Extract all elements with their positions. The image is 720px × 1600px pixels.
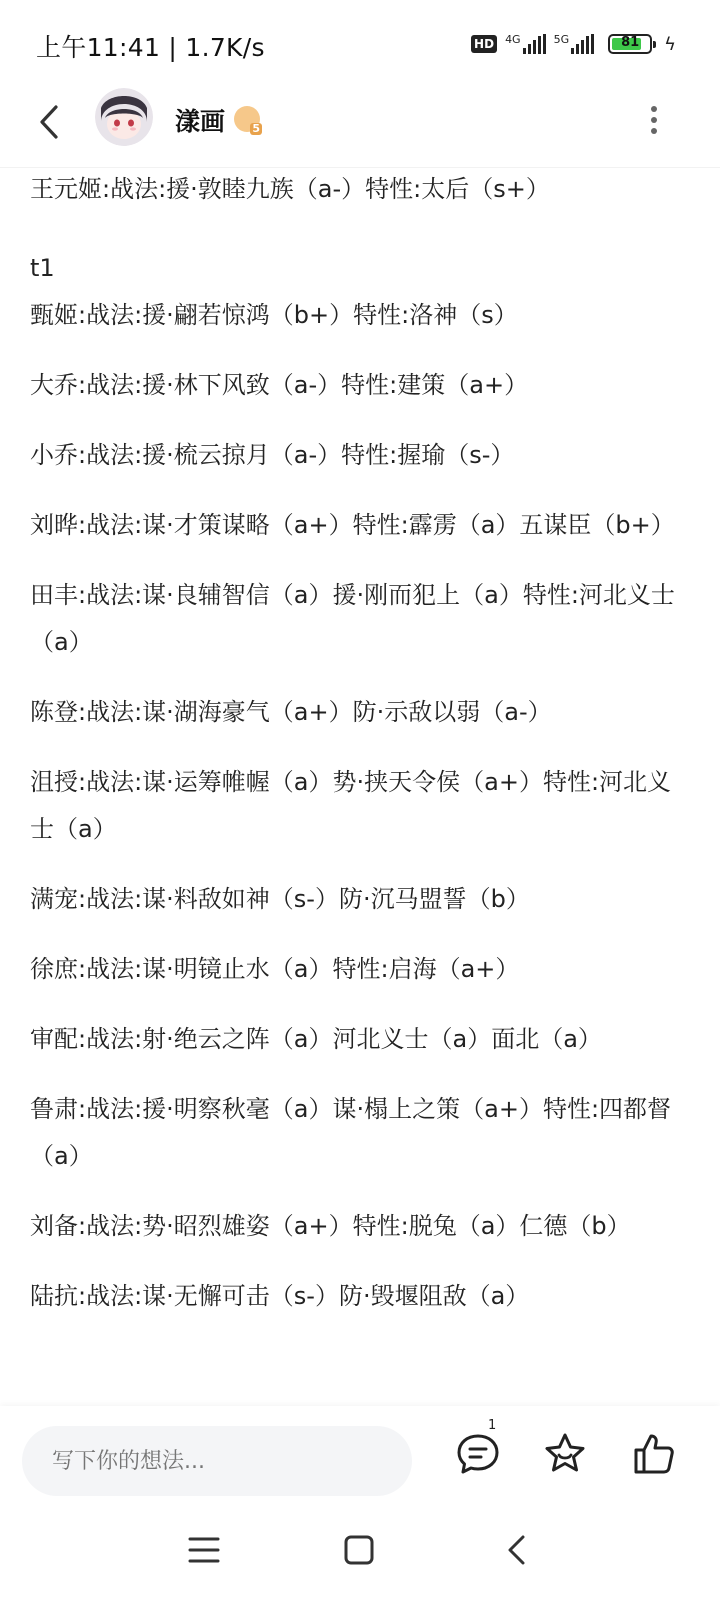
post-body [30, 168, 680, 1343]
chevron-left-icon [30, 102, 70, 142]
post-entry: 徐庶:战法:谋·明镜止水（a）特性:启海（a+） [30, 955, 520, 983]
post-entry: 田丰:战法:谋·良辅智信（a）援·刚而犯上（a）特性:河北义士（a） [30, 581, 675, 656]
post-entry: 刘备:战法:势·昭烈雄姿（a+）特性:脱兔（a）仁德（b） [30, 1212, 631, 1240]
favorite-button[interactable] [541, 1430, 589, 1478]
status-time: 上午11:41 | 1.7K/s [36, 33, 265, 62]
signal-4g-icon [505, 34, 546, 54]
hd-icon: HD [471, 35, 497, 53]
like-button[interactable] [630, 1430, 678, 1478]
signal-5g-icon [554, 34, 595, 54]
more-options-button[interactable] [644, 102, 664, 138]
post-line-intro: 王元姬:战法:援·敦睦九族（a-）特性:太后（s+） [30, 175, 550, 203]
scroll-fade [0, 1366, 720, 1406]
post-content [0, 168, 720, 1406]
status-icons [471, 30, 676, 58]
avatar[interactable] [95, 88, 153, 146]
post-entry: 沮授:战法:谋·运筹帷幄（a）势·挟天令侯（a+）特性:河北义士（a） [30, 768, 672, 843]
chevron-left-icon [497, 1530, 537, 1570]
square-icon [339, 1530, 379, 1570]
recent-apps-button[interactable] [184, 1530, 224, 1570]
post-entry: 大乔:战法:援·林下风致（a-）特性:建策（a+） [30, 371, 529, 399]
bottom-action-bar [0, 1406, 720, 1516]
level-badge [234, 106, 260, 135]
system-back-button[interactable] [497, 1530, 537, 1570]
user-name[interactable]: 漾画 [175, 107, 226, 136]
net-label-5g: 5G [553, 33, 570, 46]
comment-icon [454, 1430, 502, 1478]
tier-label: t1 [30, 254, 55, 282]
home-button[interactable] [339, 1530, 379, 1570]
comment-button[interactable] [454, 1418, 502, 1478]
post-entry: 陈登:战法:谋·湖海豪气（a+）防·示敌以弱（a-） [30, 698, 552, 726]
post-entry: 小乔:战法:援·梳云掠月（a-）特性:握瑜（s-） [30, 441, 515, 469]
system-nav-bar [0, 1516, 720, 1600]
comment-count: 1 [488, 1418, 497, 1433]
status-bar [0, 0, 720, 88]
post-entry: 鲁肃:战法:援·明察秋毫（a）谋·榻上之策（a+）特性:四都督（a） [30, 1095, 672, 1170]
post-header [0, 88, 720, 168]
battery-icon [608, 34, 652, 54]
post-entry: 刘晔:战法:谋·才策谋略（a+）特性:霹雳（a）五谋臣（b+） [30, 511, 675, 539]
post-entry: 满宠:战法:谋·料敌如神（s-）防·沉马盟誓（b） [30, 885, 530, 913]
charging-icon: ϟ [664, 33, 676, 55]
net-label-4g: 4G [505, 33, 521, 46]
comment-input[interactable] [22, 1426, 412, 1496]
level-number: 5 [252, 122, 260, 135]
post-entry: 审配:战法:射·绝云之阵（a）河北义士（a）面北（a） [30, 1025, 602, 1053]
star-icon [541, 1430, 589, 1478]
back-button[interactable] [30, 102, 70, 142]
battery-level: 81 [621, 35, 640, 50]
post-entry: 甄姬:战法:援·翩若惊鸿（b+）特性:洛神（s） [30, 301, 518, 329]
post-entry: 陆抗:战法:谋·无懈可击（s-）防·毁堰阻敌（a） [30, 1282, 530, 1310]
menu-icon [184, 1530, 224, 1570]
thumbs-up-icon [630, 1430, 678, 1478]
